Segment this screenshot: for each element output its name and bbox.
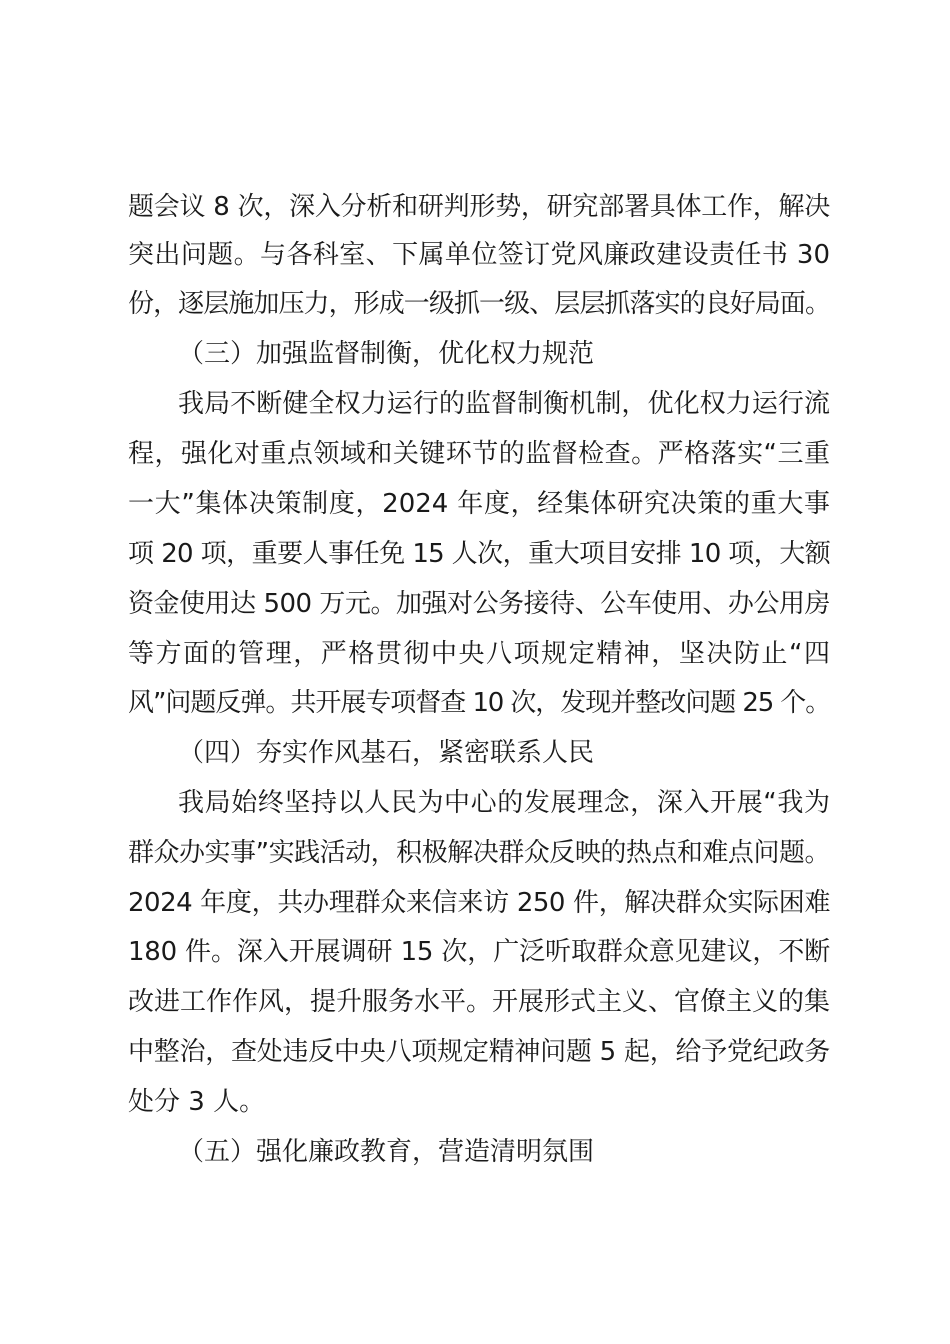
body-text-line: 我局始终坚持以人民为中心的发展理念，深入开展“我为: [178, 788, 830, 818]
body-text-line: 资金使用达 500 万元。加强对公务接待、公车使用、办公用房: [128, 589, 830, 619]
body-text-line: 180 件。深入开展调研 15 次，广泛听取群众意见建议，不断: [128, 937, 830, 967]
body-text-line: 群众办实事”实践活动，积极解决群众反映的热点和难点问题。: [128, 838, 830, 868]
section-heading-4: （四）夯实作风基石，紧密联系人民: [178, 738, 595, 768]
section-heading-3: （三）加强监督制衡，优化权力规范: [178, 339, 595, 369]
body-text-line: 中整治，查处违反中央八项规定精神问题 5 起，给予党纪政务: [128, 1037, 830, 1067]
body-text-line: 风”问题反弹。共开展专项督查 10 次，发现并整改问题 25 个。: [128, 688, 830, 718]
body-text-line: 程，强化对重点领域和关键环节的监督检查。严格落实“三重: [128, 439, 830, 469]
body-text-line: 2024 年度，共办理群众来信来访 250 件，解决群众实际困难: [128, 888, 830, 918]
body-text-line: 一大”集体决策制度，2024 年度，经集体研究决策的重大事: [128, 489, 830, 519]
section-heading-5: （五）强化廉政教育，营造清明氛围: [178, 1137, 595, 1167]
body-text-line: 项 20 项，重要人事任免 15 人次，重大项目安排 10 项，大额: [128, 539, 830, 569]
body-text-line: 份，逐层施加压力，形成一级抓一级、层层抓落实的良好局面。: [128, 289, 830, 319]
body-text-line: 处分 3 人。: [128, 1087, 266, 1117]
body-text-line: 改进工作作风，提升服务水平。开展形式主义、官僚主义的集: [128, 987, 831, 1017]
body-text-line: 等方面的管理，严格贯彻中央八项规定精神，坚决防止“四: [128, 639, 830, 669]
body-text-line: 题会议 8 次，深入分析和研判形势，研究部署具体工作，解决: [128, 192, 830, 222]
body-text-line: 我局不断健全权力运行的监督制衡机制，优化权力运行流: [178, 389, 830, 419]
body-text-line: 突出问题。与各科室、下属单位签订党风廉政建设责任书 30: [128, 240, 830, 270]
